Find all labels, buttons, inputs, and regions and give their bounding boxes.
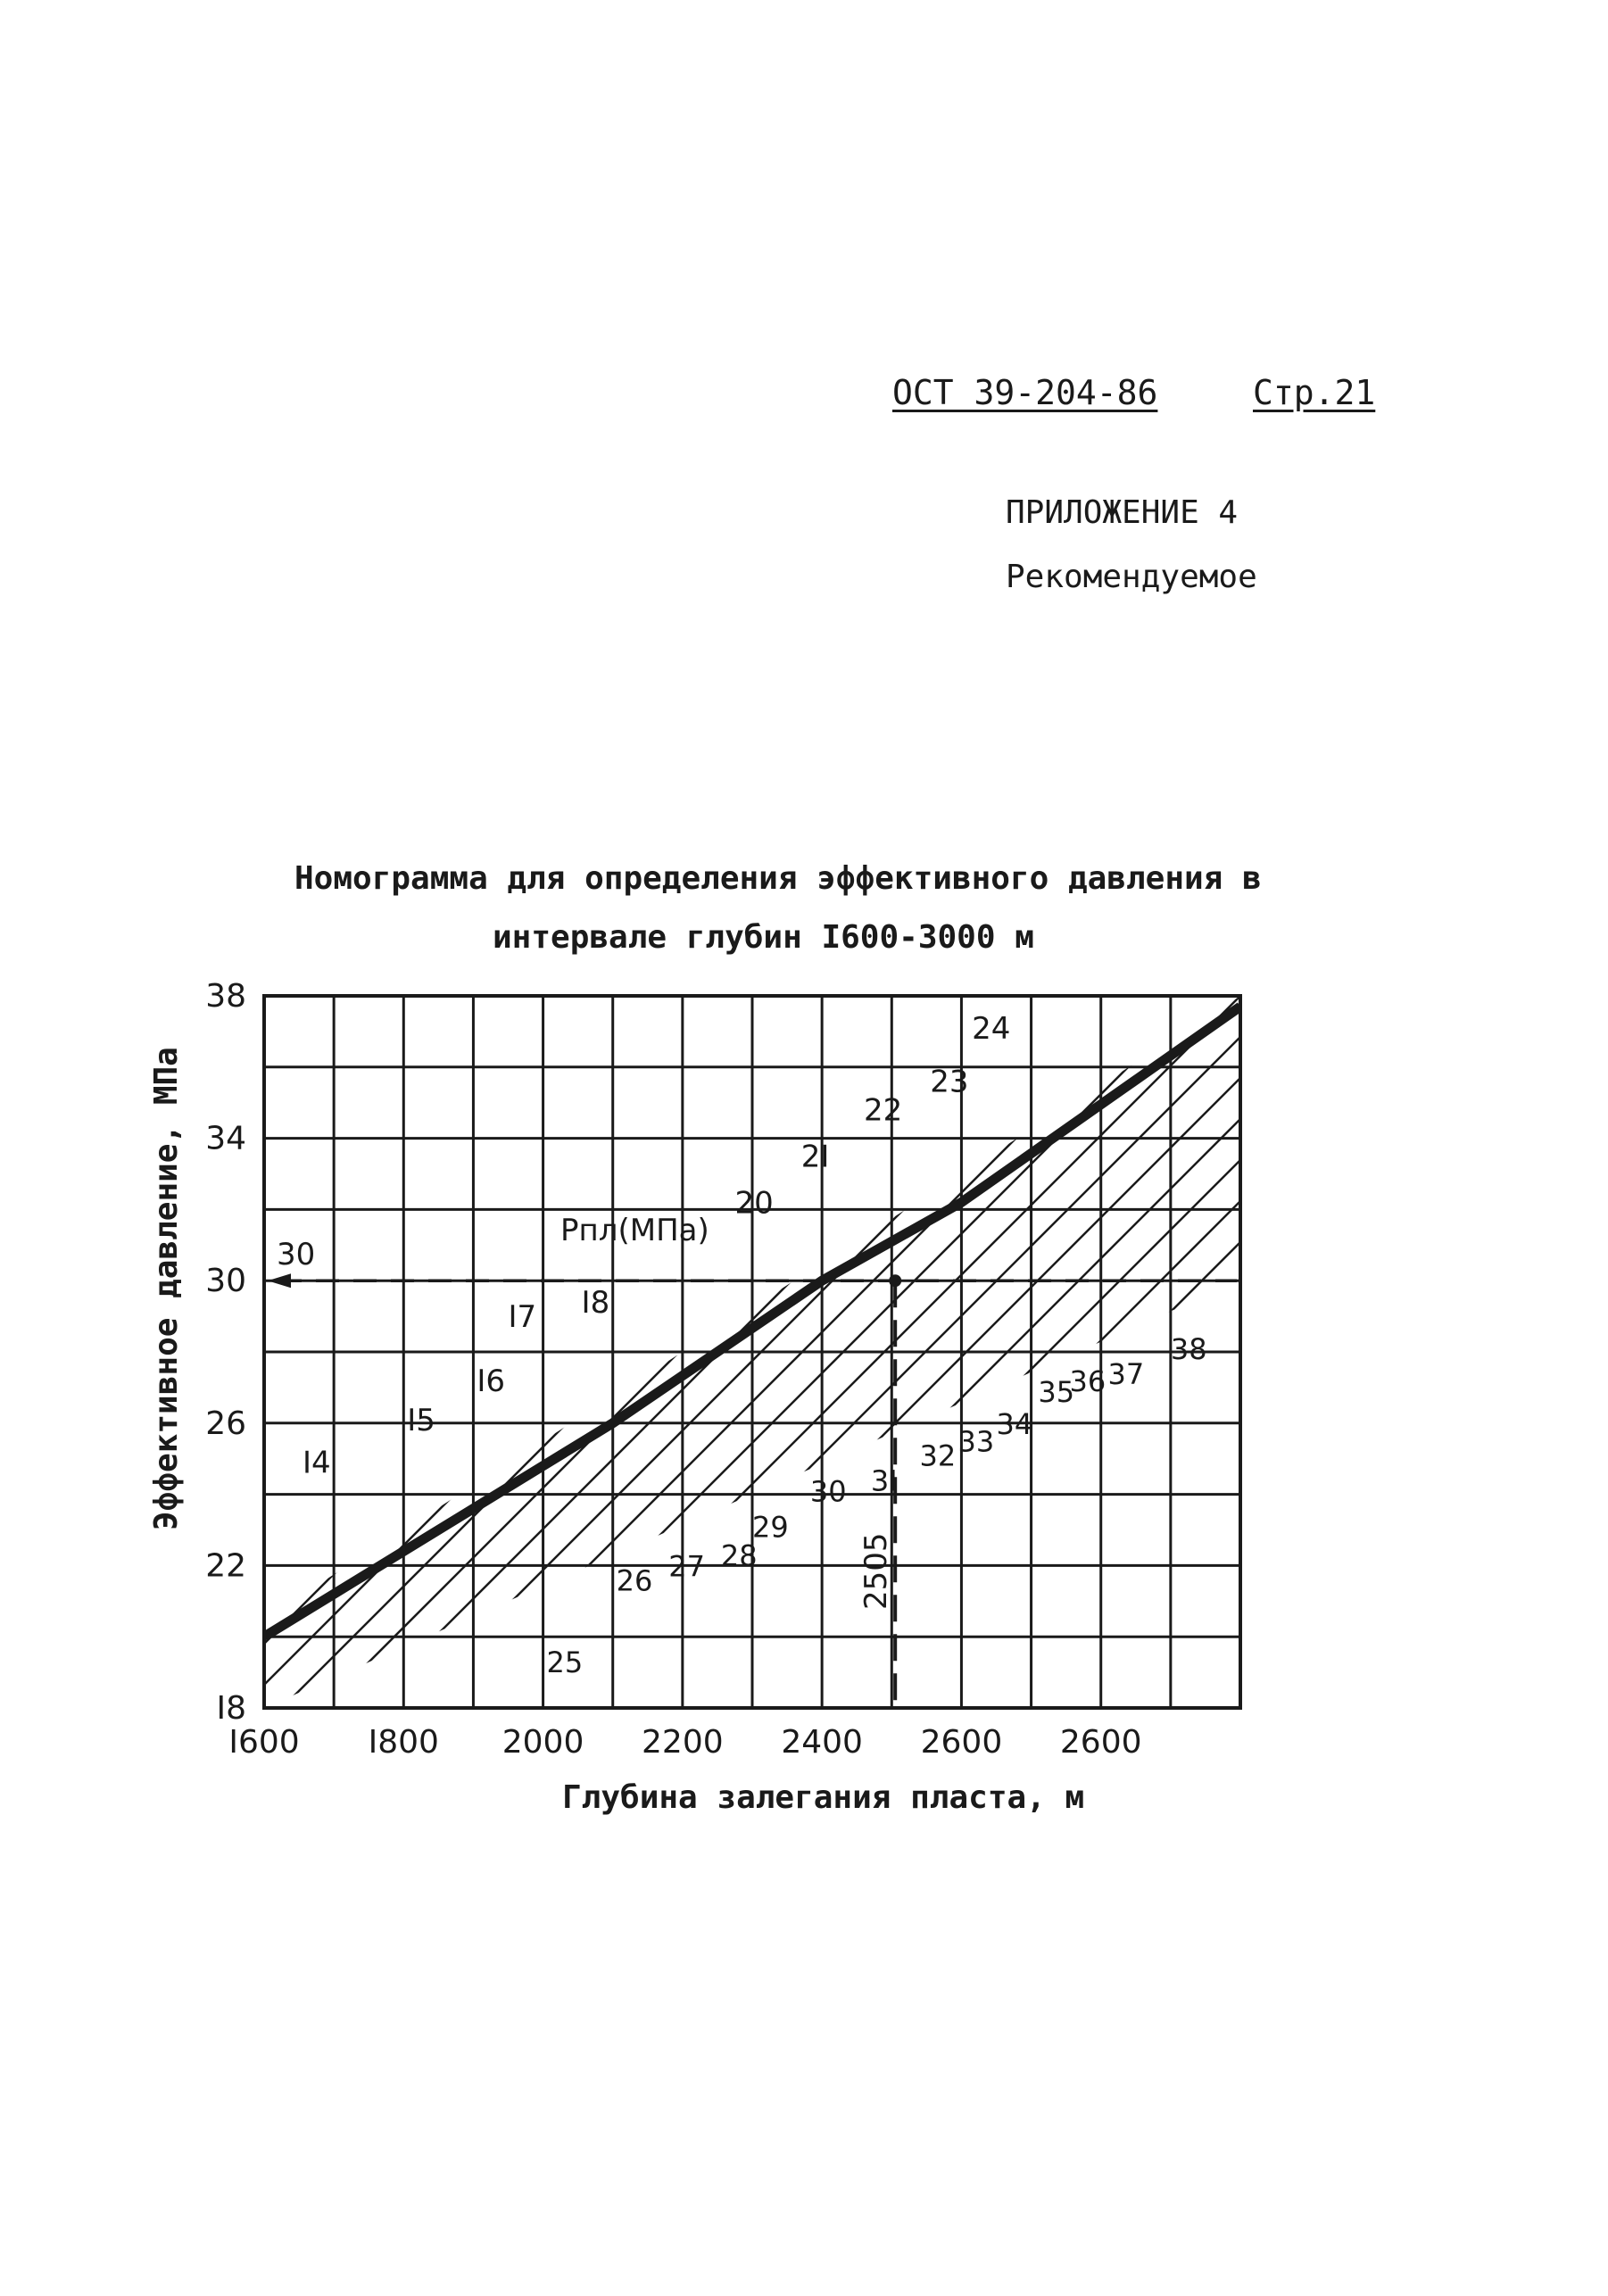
x-tick-label: 2000 [501,1724,584,1761]
left-curve-number: 24 [972,1010,1011,1047]
hatch-line [1267,996,1608,1708]
left-curve-number: I5 [407,1402,435,1438]
hatch-line [1185,996,1608,1708]
right-curve-number: 29 [752,1510,789,1545]
reservoir-pressure-label: Pпл(МПа) [560,1213,709,1248]
left-curve-number: 23 [930,1064,969,1100]
y-tick-label: 22 [205,1547,246,1585]
appendix-title: ПРИЛОЖЕНИЕ 4 [1006,494,1239,531]
y-tick-label: 38 [205,978,246,1015]
x-tick-label: I800 [368,1724,439,1761]
right-curve-number: 3I [870,1463,898,1498]
y-axis-label: Эффективное давление, МПа [148,1047,185,1530]
right-curve-number: 33 [957,1424,995,1459]
x-tick-label: I600 [228,1724,300,1761]
arrow-left-icon [268,1273,291,1288]
hatch-line [1308,996,1608,1708]
right-curve-number: 37 [1107,1356,1145,1391]
page-number: Стр.21 [1253,373,1376,412]
right-curve-number: 25 [546,1645,584,1680]
right-curve-number: 30 [809,1474,847,1509]
right-curve-number: 28 [720,1538,758,1573]
x-tick-label: 2600 [1059,1724,1142,1761]
left-curve-number: I7 [508,1299,537,1336]
hatch-line [0,996,173,1708]
hatch-line [1226,996,1608,1708]
right-curve-number: 36 [1069,1364,1107,1398]
x-axis-label: Глубина залегания пласта, м [562,1779,1085,1816]
right-curve-number: 35 [1038,1374,1075,1409]
standard-number: ОСТ 39-204-86 [892,373,1158,412]
left-curve-number: I8 [581,1285,610,1322]
left-curve-number: I4 [302,1445,331,1481]
right-curve-number: 26 [616,1563,653,1598]
left-curve-number: I6 [477,1363,506,1399]
y-tick-label: I8 [216,1690,246,1727]
right-curve-number: 38 [1170,1331,1207,1366]
right-curve-number: 27 [668,1549,705,1584]
intersection-point [889,1274,901,1287]
example-pressure-label: 30 [277,1237,316,1273]
left-curve-number: 2I [800,1139,830,1175]
y-tick-label: 26 [205,1405,246,1442]
right-curve-number: 32 [919,1438,957,1473]
x-tick-label: 2200 [642,1724,724,1761]
appendix-status: Рекомендуемое [1006,559,1257,595]
right-curve-number: 34 [996,1406,1033,1441]
left-curve-number: 22 [864,1092,903,1129]
chart-title-line-1: Номограмма для определения эффективного давления в [294,860,1262,897]
x-tick-label: 2400 [781,1724,863,1761]
left-curve-number: 20 [734,1185,774,1222]
example-depth-label: 2505 [858,1532,895,1610]
chart-title-line-2: интервале глубин I600-3000 м [493,919,1034,956]
y-tick-label: 34 [205,1120,246,1157]
hatch-line [0,996,255,1708]
x-tick-label: 2600 [920,1724,1003,1761]
y-tick-label: 30 [205,1263,246,1300]
